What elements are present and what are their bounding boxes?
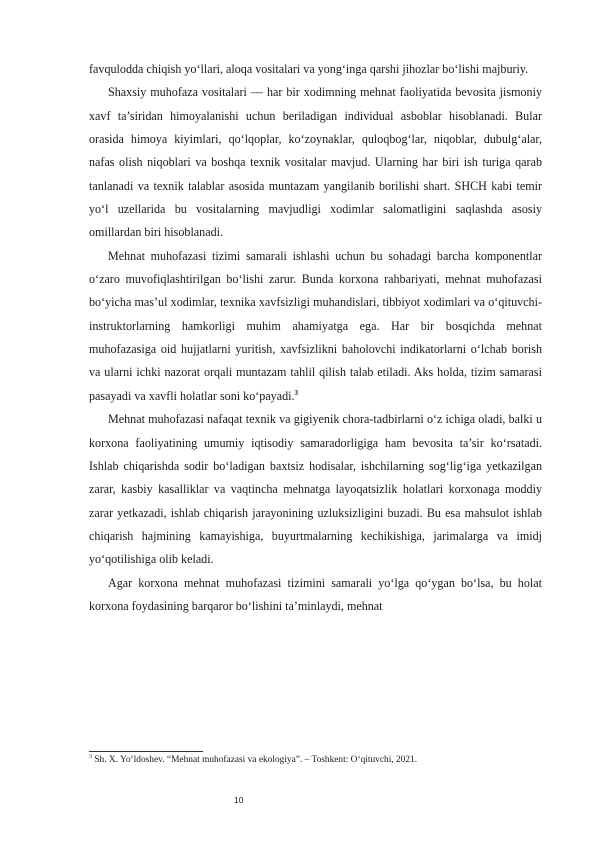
paragraph-2: Shaxsiy muhofaza vositalari — har bir xodimning mehnat faoliyatida bevosita jismoniy xavf ta’siridan himoyalanishi uchun beriladigan individual asboblar hisoblanadi. Bular orasida himoya kiyimlari, qo‘lqoplar, ko‘zoynaklar, quloqbog‘lar, niqoblar, dubulg‘alar, nafas olish niqoblari va boshqa texnik vositalar mavjud. Ularning har biri ish turiga qarab tanlanadi va texnik talablar asosida muntazam yangilanib borilishi shart. SHCH kabi temir yo‘l uzellarida bu vositalarning mavjudligi xodimlar salomatligini saqlashda asosiy omillardan biri hisoblanadi. <box>89 85 542 240</box>
page-number: 10 <box>234 795 244 805</box>
paragraph-3 <box>89 245 542 408</box>
footnote-separator <box>89 751 203 752</box>
footnote <box>89 754 542 767</box>
paragraph-5: Agar korxona mehnat muhofazasi tizimini samarali yo‘lga qo‘ygan bo‘lsa, bu holat korxona foydasining barqaror bo‘lishini ta’minlaydi, mehnat <box>89 575 542 613</box>
footnote-marker: 3 <box>89 753 92 760</box>
paragraph-1: favqulodda chiqish yo‘llari, aloqa vositalari va yong‘inga qarshi jihozlar bo‘lishi majburiy. <box>89 62 529 76</box>
footnote-reference[interactable]: 3 <box>294 388 299 397</box>
paragraph-4: Mehnat muhofazasi nafaqat texnik va gigiyenik chora-tadbirlarni o‘z ichiga oladi, balki u korxona faoliyatining umumiy iqtisodiy samaradorligiga ham bevosita ta’sir ko‘rsatadi. Ishlab chiqarishda sodir bo‘ladigan baxtsiz hodisalar, ishchilarning sog‘lig‘iga yetkazilgan zarar, kasbiy kasalliklar va vaqtincha mehnatga layoqatsizlik holatlari korxonaga moddiy zarar yetkazadi, ishlab chiqarish jarayonining uzluksizligini buzadi. Bu esa mahsulot ishlab chiqarish hajmining kamayishiga, buyurtmalarning kechikishiga, jarimalarga va imidj yo‘qotilishiga olib keladi. <box>89 412 542 567</box>
footnote-text: Sh. X. Yo‘ldoshev. “Mehnat muhofazasi va ekologiya”. – Toshkent: O‘qituvchi, 2021. <box>94 755 418 765</box>
body-text <box>89 58 542 618</box>
paragraph-3-text: Mehnat muhofazasi tizimi samarali ishlashi uchun bu sohadagi barcha komponentlar o‘zaro muvofiqlashtirilgan bo‘lishi zarur. Bunda korxona rahbariyati, mehnat muhofazasi bo‘yicha mas’ul xodimlar, texnika xavfsizligi muhandislari, tibbiyot xodimlari va o‘qituvchi-instruktorlarning hamkorligi muhim ahamiyatga ega. Har bir bosqichda mehnat muhofazasiga oid hujjatlarni yuritish, xavfsizlikni baholovchi indikatorlarni o‘lchab borish va ularni ichki nazorat orqali muntazam tahlil qilish talab etiladi. Aks holda, tizim samarasi pasayadi va xavfli holatlar soni ko‘payadi. <box>89 248 542 403</box>
